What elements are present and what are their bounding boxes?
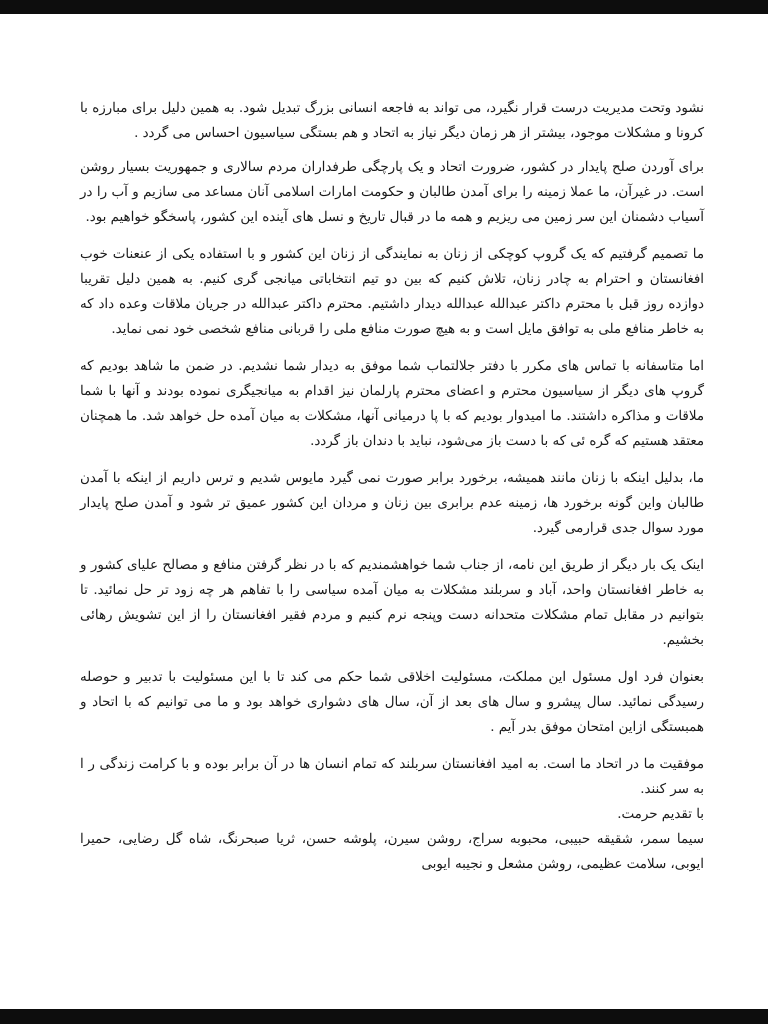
paragraph-8: موفقیت ما در اتحاد ما است. به امید افغانستان سربلند که تمام انسان ها در آن برابر بوده و با کرامت زندگی ر ا به سر کنند. [80,757,704,797]
paragraph-5: ما، بدلیل اینکه با زنان مانند همیشه، برخورد برابر صورت نمی گیرد مایوس شدیم و ترس داریم از اینکه با آمدن طالبان واین گونه برخورد ها، زمینه عدم برابری بین زنان و مردان این کشور عمیق تر شود و آمدن صلح پایدار مورد سوال جدی قرارمی گیرد. [80,471,704,536]
bottom-black-bar [0,1009,768,1024]
paragraph-7: بعنوان فرد اول مسئول این مملکت، مسئولیت اخلاقی شما حکم می کند تا با این مسئولیت با تدبیر و حوصله رسیدگی نمائید. سال پیشرو و سال های بعد از آن، سال های دشواری خواهد بود و ما می توانیم که با اتحاد و همبستگی ازاین امتحان موفق بدر آیم . [80,670,704,735]
paragraph-1: نشود وتحت مدیریت درست قرار نگیرد، می تواند به فاجعه انسانی بزرگ تبدیل شود. به همین دلیل برای مبارزه با کرونا و مشکلات موجود، بیشتر از هر زمان دیگر نیاز به اتحاد و هم بستگی سیاسیون احساس می گردد . [80,101,704,141]
paragraph-2: برای آوردن صلح پایدار در کشور، ضرورت اتحاد و یک پارچگی طرفداران مردم سالاری و جمهوریت بسیار روشن است. در غیرآن، ما عملا زمینه را برای آمدن طالبان و حکومت امارات اسلامی آنان مساعد می سازیم و آب را در آسیاب دشمنان این سر زمین می ریزیم و همه ما در قبال تاریخ و نسل های آینده این کشور، پاسخگو خواهیم بود. [80,160,704,225]
signatories-list: سیما سمر، شقیقه حبیبی، محبوبه سراج، روشن سیرن، پلوشه حسن، ثریا صبحرنگ، شاه گل رضایی، حمیرا ایوبی، سلامت عظیمی، روشن مشعل و نجیبه ایوبی [80,832,704,872]
paragraph-3: ما تصمیم گرفتیم که یک گروپ کوچکی از زنان به نمایندگی از زنان این کشور و با استفاده یکی از عنعنات خوب افغانستان و احترام به چادر زنان، تلاش کنیم که بین دو تیم انتخاباتی میانجی گری کنیم. به همین دلیل تقریبا دوازده روز قبل با محترم داکتر عبدالله عبدالله دیدار داشتیم. محترم داکتر عبدالله در جریان ملاقات وعده داد که به خاطر منافع ملی به توافق مایل است و به هیچ صورت منافع ملی را قربانی منافع شخصی خود نمی نماید. [80,247,704,337]
top-black-bar [0,0,768,14]
closing-line: با تقدیم حرمت. [617,807,704,822]
paragraph-4: اما متاسفانه با تماس های مکرر با دفتر جلالتماب شما موفق به دیدار شما نشدیم. در ضمن ما شاهد بودیم که گروپ های دیگر از سیاسیون محترم و اعضای محترم پارلمان نیز اقدام به میانجیگری نموده بودند و آنها با شما ملاقات و مذاکره داشتند. ما امیدوار بودیم که با پا درمیانی آنها، مشکلات به میان آمده حل خواهد شد. ما همچنان معتقد هستیم که گره ئی که با دست باز می‌شود، نباید با دندان باز گردد. [80,359,704,449]
letter-body [80,96,704,877]
paragraph-6: اینک یک بار دیگر از طریق این نامه، از جناب شما خواهشمندیم که با در نظر گرفتن منافع و مصالح علیای کشور و به خاطر افغانستان واحد، آباد و سربلند مشکلات به میان آمده سیاسی را با تفاهم هر چه زود تر حل نمائید. تا بتوانیم در مقابل تمام مشکلات متحدانه دست وپنجه نرم کنیم و مردم فقیر افغانستان را از این تشویش رهائی بخشیم. [80,558,704,648]
